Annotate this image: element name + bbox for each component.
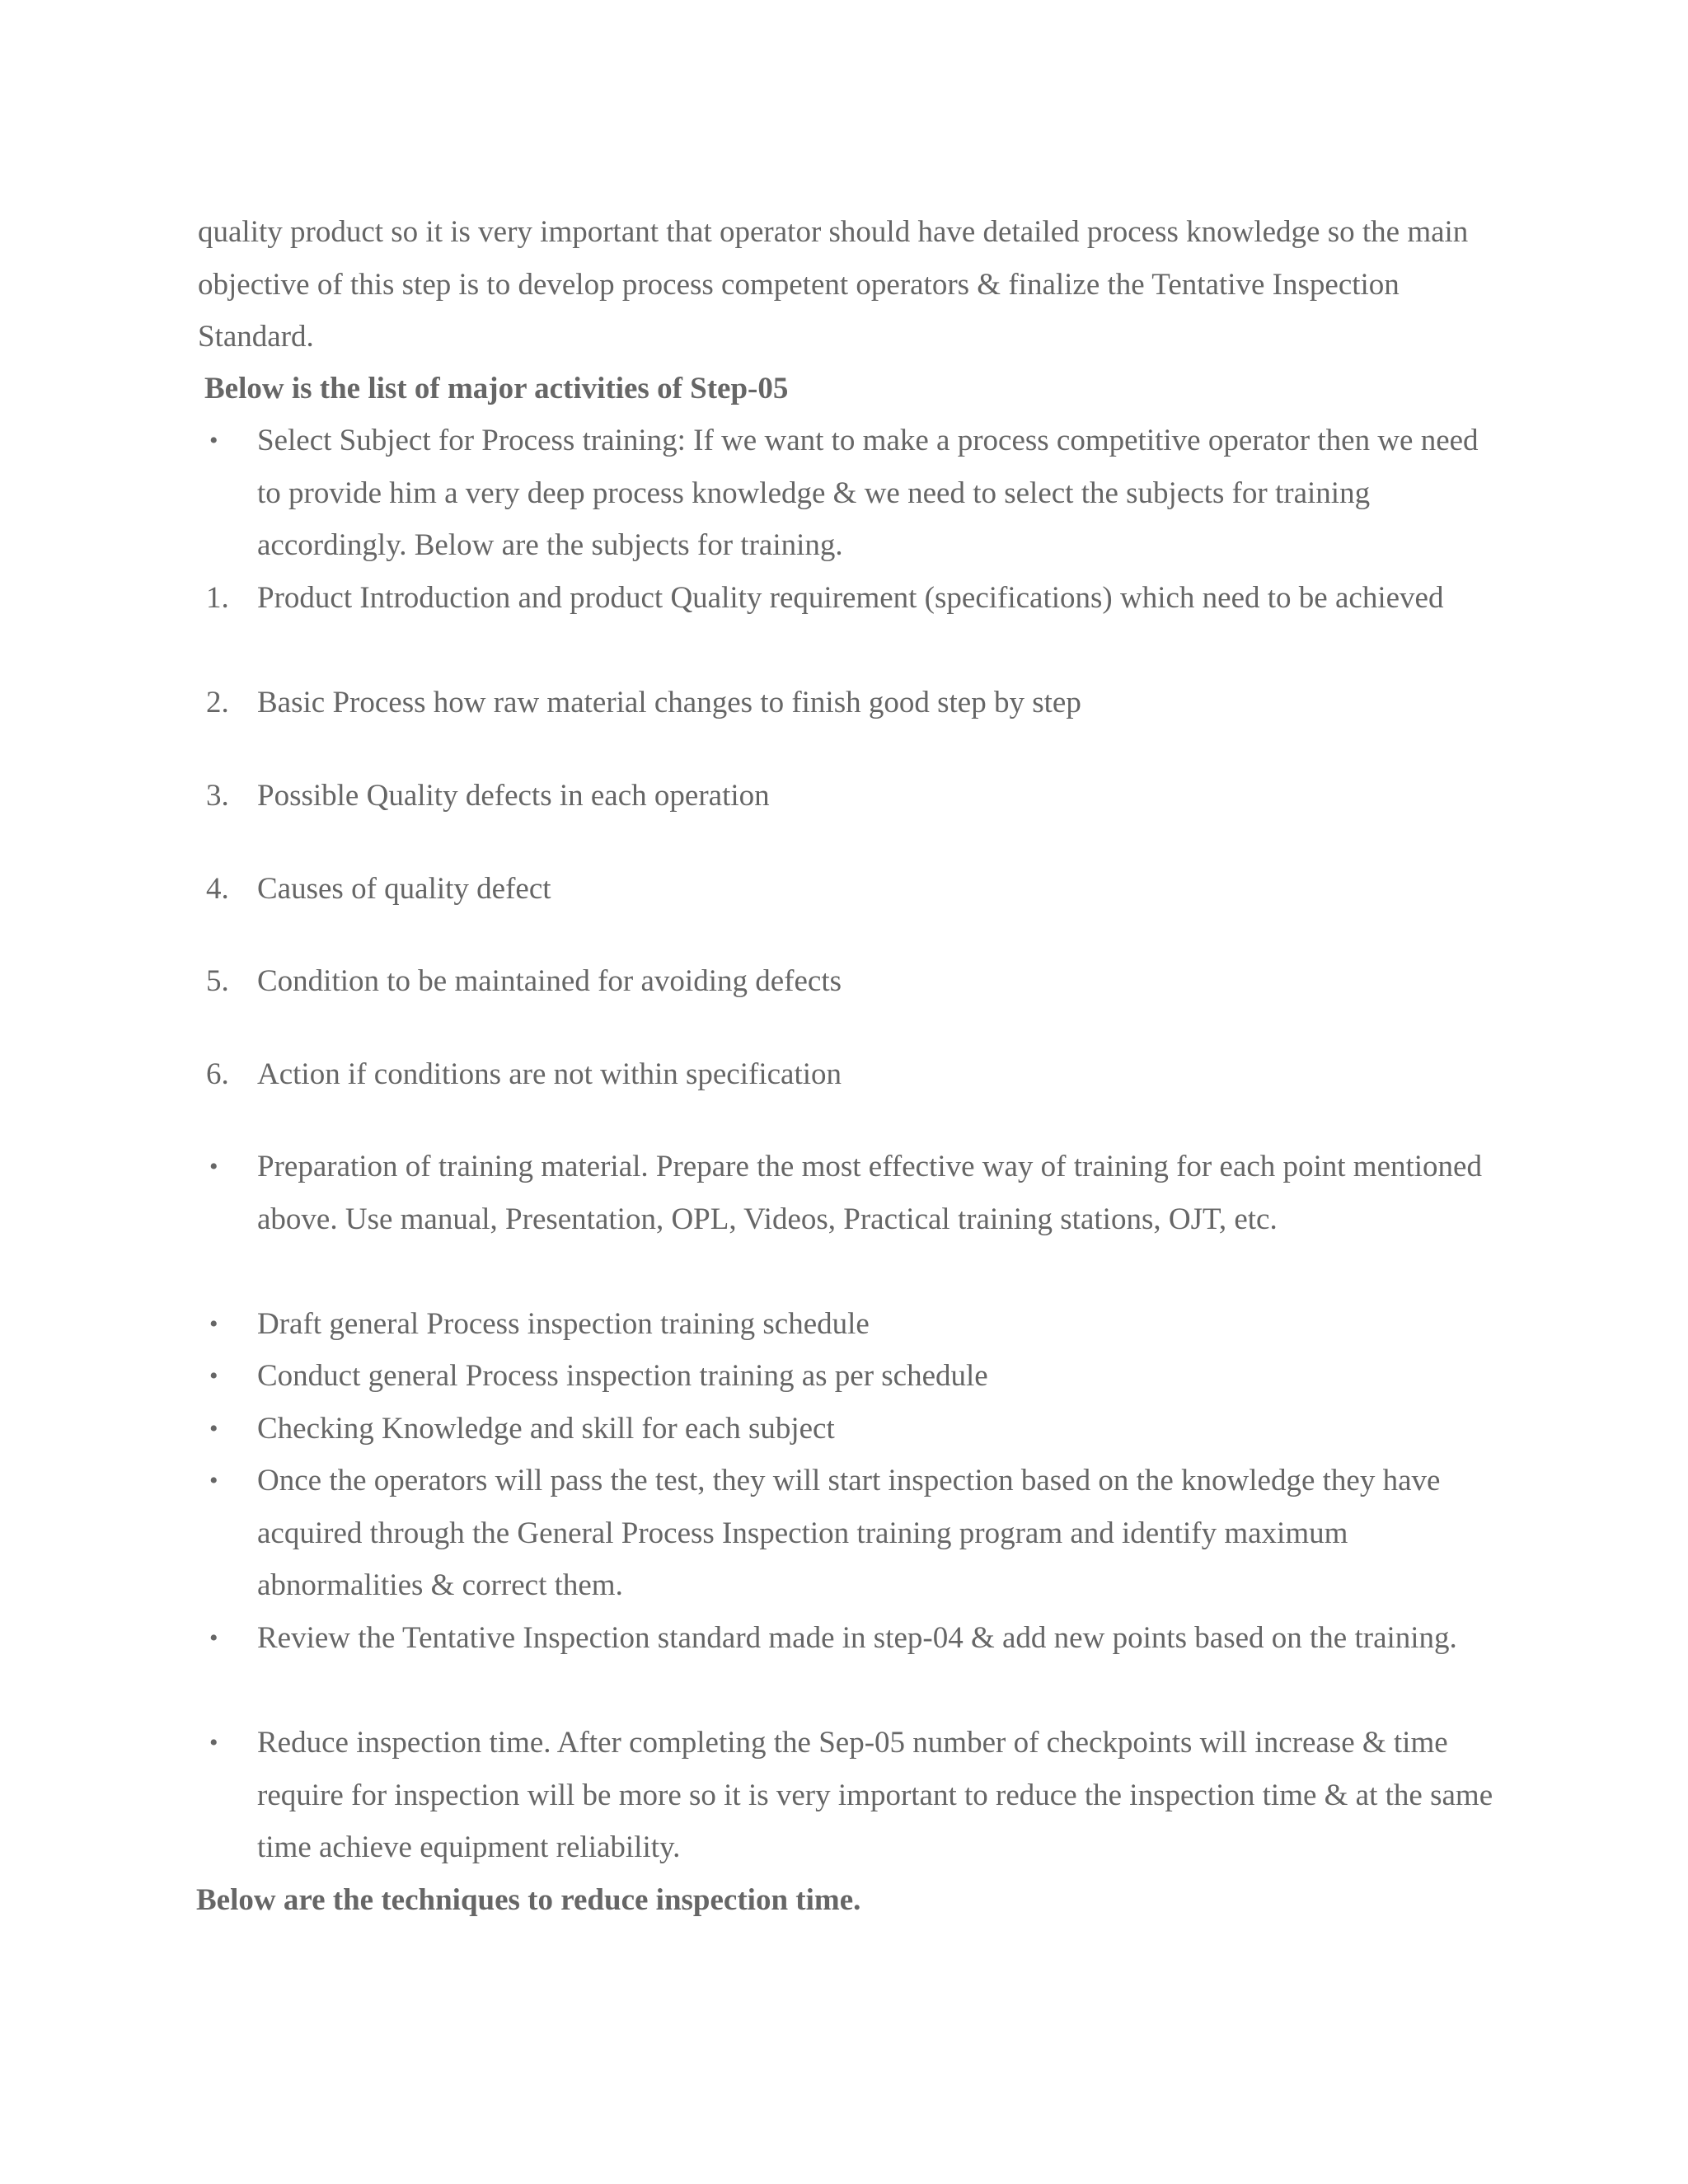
numbered-item-text: Product Introduction and product Quality requirement (specifications) which need to be achieved xyxy=(257,581,1444,615)
intro-paragraph: quality product so it is very important that operator should have detailed process knowledge so the main objective of this step is to develop process competent operators & finalize the Tentative Inspection Standard. xyxy=(198,215,1469,354)
item-number: 2. xyxy=(206,686,229,719)
numbered-item-text: Condition to be maintained for avoiding defects xyxy=(257,964,842,998)
list-item-text: Draft general Process inspection training schedule xyxy=(257,1307,870,1341)
bullet-glyph: • xyxy=(209,1729,218,1756)
list-item-text: Conduct general Process inspection training as per schedule xyxy=(257,1359,988,1393)
item-number: 5. xyxy=(206,964,229,998)
list-item-text: Checking Knowledge and skill for each subject xyxy=(257,1412,835,1446)
item-number: 3. xyxy=(206,779,229,813)
activities-heading: Below is the list of major activities of Step-05 xyxy=(204,372,789,405)
bullet-glyph: • xyxy=(209,1362,218,1390)
list-item-text: Once the operators will pass the test, they will start inspection based on the knowledge they have acquired through the General Process Inspection training program and identify maximum abnormalities & correct them. xyxy=(257,1464,1441,1602)
list-item-text: Preparation of training material. Prepare the most effective way of training for each point mentioned above. Use manual, Presentation, OPL, Videos, Practical training stations, OJT, etc. xyxy=(257,1150,1482,1236)
list-item-text: Select Subject for Process training: If we want to make a process competitive operator then we need to provide him a very deep process knowledge & we need to select the subjects for training accordingly. Below are the subjects for training. xyxy=(257,424,1479,562)
numbered-item-text: Causes of quality defect xyxy=(257,872,551,906)
bullet-glyph: • xyxy=(209,427,218,454)
bullet-glyph: • xyxy=(209,1310,218,1338)
list-item-text: Review the Tentative Inspection standard made in step-04 & add new points based on the training. xyxy=(257,1621,1457,1655)
techniques-heading: Below are the techniques to reduce inspection time. xyxy=(196,1883,861,1917)
numbered-item-text: Action if conditions are not within specification xyxy=(257,1057,842,1091)
numbered-item-text: Basic Process how raw material changes to finish good step by step xyxy=(257,686,1081,719)
bullet-glyph: • xyxy=(209,1415,218,1442)
bullet-glyph: • xyxy=(209,1153,218,1180)
item-number: 1. xyxy=(206,581,229,615)
item-number: 6. xyxy=(206,1057,229,1091)
bullet-glyph: • xyxy=(209,1467,218,1494)
list-item-text: Reduce inspection time. After completing the Sep-05 number of checkpoints will increase & time require for inspection will be more so it is very important to reduce the inspection time & at the same time achieve equipment reliability. xyxy=(257,1726,1493,1864)
item-number: 4. xyxy=(206,872,229,906)
bullet-glyph: • xyxy=(209,1624,218,1652)
numbered-item-text: Possible Quality defects in each operation xyxy=(257,779,770,813)
